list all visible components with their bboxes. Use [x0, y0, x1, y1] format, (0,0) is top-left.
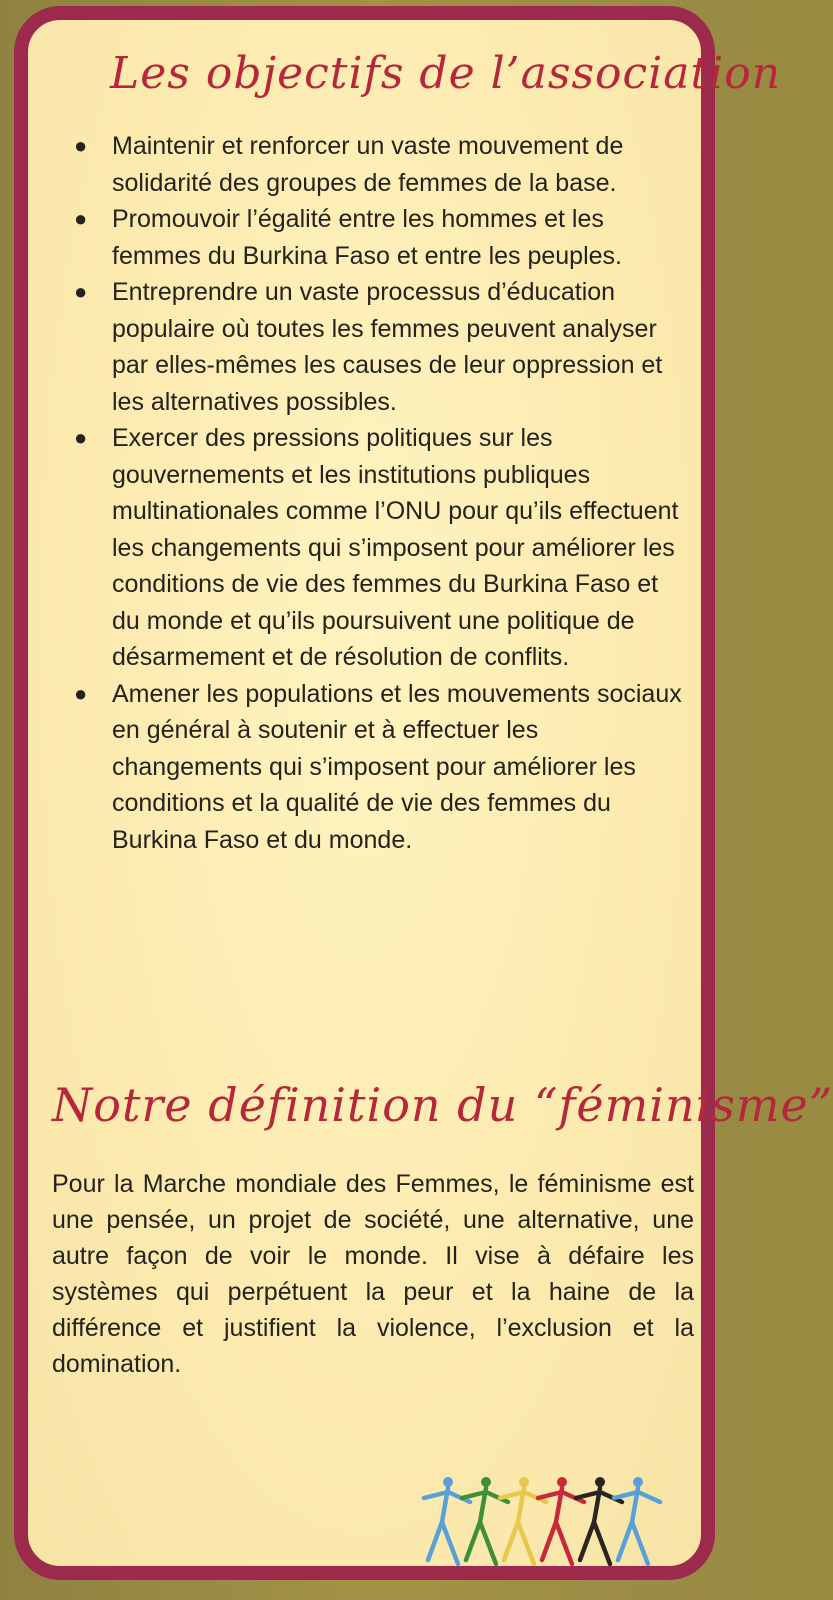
- dancer-figure: [576, 1477, 622, 1564]
- bullet-icon: ●: [74, 425, 88, 450]
- dancer-figure: [538, 1477, 584, 1564]
- objective-text: Exercer des pressions politiques sur les gouvernements et les institutions publiques multinationales comme l’ONU pour qu’ils effectuent les changements qui s’imposent pour améliorer les conditions de vie des femmes du Burkina Faso et du monde et qu’ils poursuivent une politique de désarmement et de résolution de conflits.: [112, 424, 679, 671]
- dancer-figure: [462, 1477, 508, 1564]
- objectives-title: Les objectifs de l’association: [110, 48, 782, 99]
- definition-paragraph: Pour la Marche mondiale des Femmes, le féminisme est une pensée, un projet de société, une alternative, une autre façon de voir le monde. Il vise à défaire les systèmes qui perpétuent la peur et la haine de la différence et justifient la violence, l’exclusion et la domination.: [52, 1170, 694, 1378]
- objective-text: Maintenir et renforcer un vaste mouvement de solidarité des groupes de femmes de la base.: [112, 132, 624, 197]
- bullet-icon: ●: [74, 279, 88, 304]
- list-item: [62, 128, 682, 201]
- definition-title: Notre définition du “féminisme”: [52, 1078, 833, 1132]
- objective-text: Promouvoir l’égalité entre les hommes et les femmes du Burkina Faso et entre les peuples.: [112, 205, 622, 270]
- list-item: [62, 201, 682, 274]
- dancer-figure: [614, 1477, 660, 1564]
- bullet-icon: ●: [74, 206, 88, 231]
- list-item: [62, 420, 682, 676]
- objectives-card: [14, 6, 833, 1580]
- objective-text: Entreprendre un vaste processus d’éducation populaire où toutes les femmes peuvent analyser par elles-mêmes les causes de leur oppression et les alternatives possibles.: [112, 278, 663, 416]
- list-item: [62, 676, 682, 859]
- list-item: [62, 274, 682, 420]
- dancer-figure: [424, 1477, 470, 1564]
- bullet-icon: ●: [74, 680, 88, 706]
- bullet-icon: ●: [74, 133, 88, 158]
- dancing-women-icon: [416, 1472, 686, 1572]
- dancer-figure: [500, 1477, 546, 1564]
- objective-text: Amener les populations et les mouvements sociaux en général à soutenir et à effectuer les changements qui s’imposent pour améliorer les conditions et la qualité de vie des femmes du Burkina Faso et du monde.: [112, 679, 682, 854]
- objectives-list: [62, 128, 682, 858]
